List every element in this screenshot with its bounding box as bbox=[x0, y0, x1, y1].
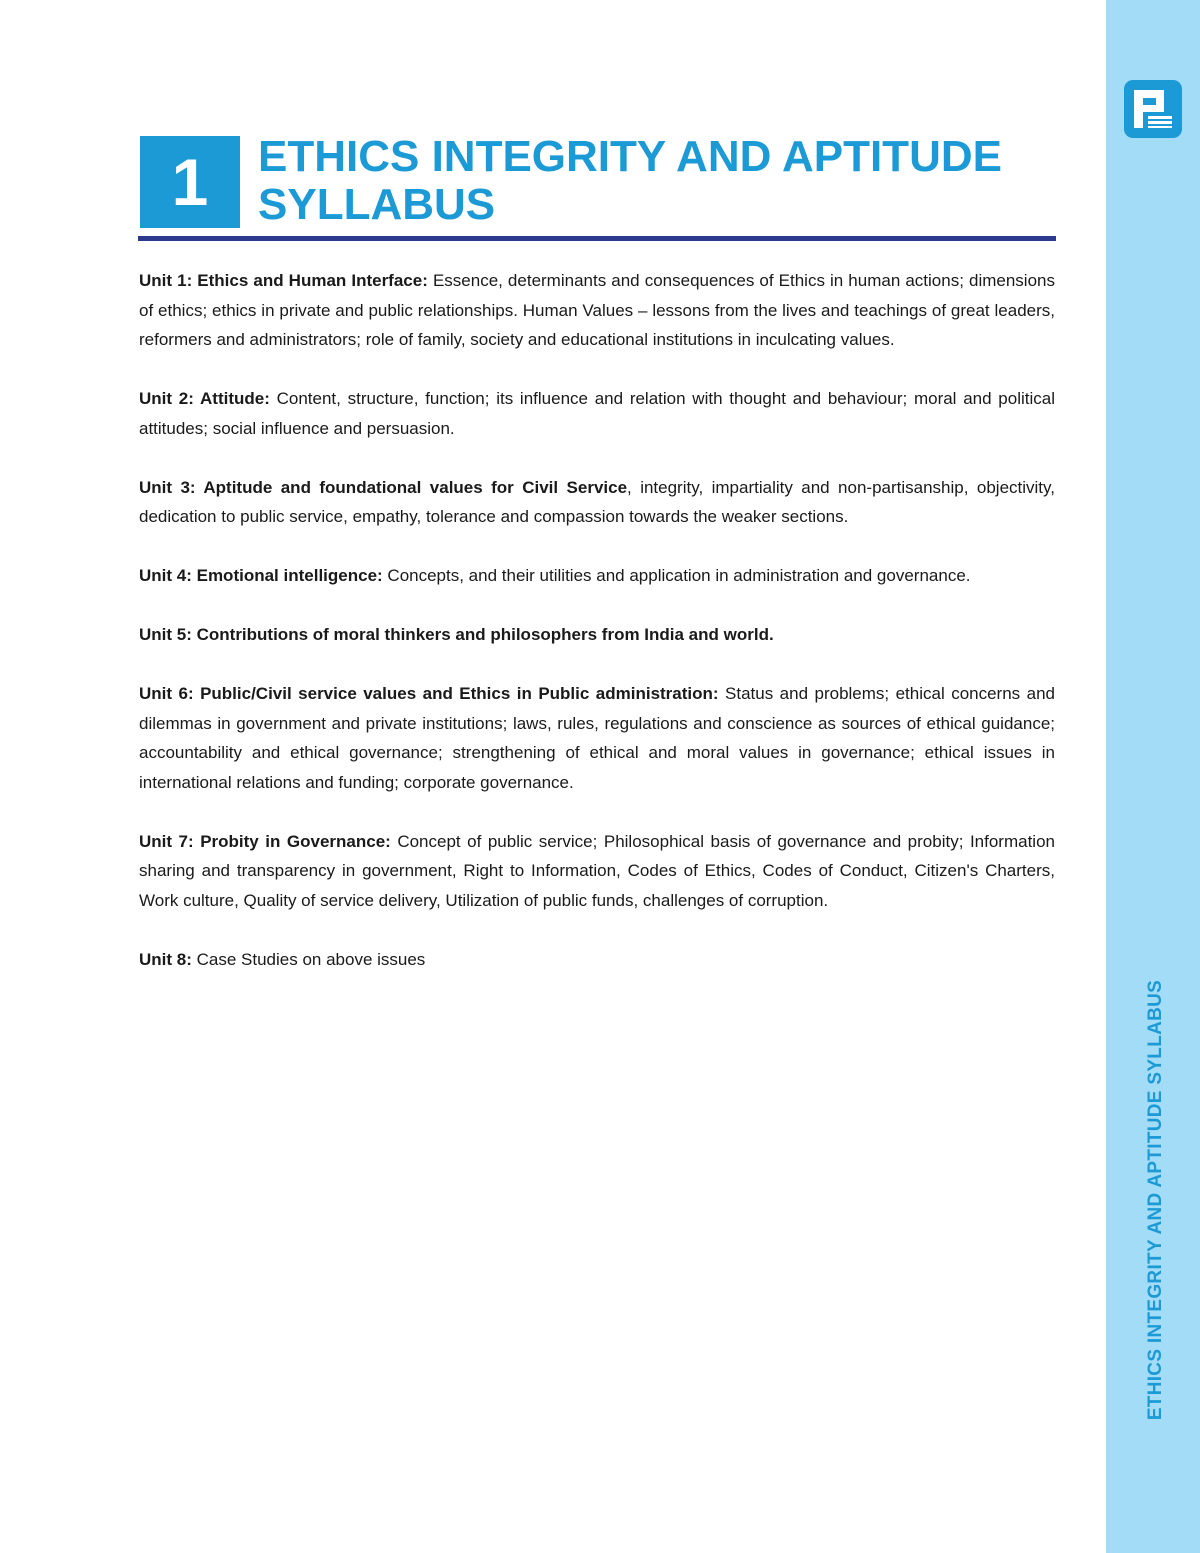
unit-2 bbox=[139, 384, 1055, 443]
unit-heading: Unit 5: Contributions of moral thinkers and philosophers from India and world. bbox=[139, 625, 774, 644]
unit-8 bbox=[139, 945, 1055, 975]
unit-heading: Unit 2: Attitude: bbox=[139, 389, 270, 408]
unit-heading: Unit 7: Probity in Governance: bbox=[139, 831, 391, 851]
chapter-title: ETHICS INTEGRITY AND APTITUDE SYLLABUS bbox=[258, 132, 1002, 229]
unit-body: Concepts, and their utilities and application in administration and governance. bbox=[382, 566, 971, 585]
p-letter-logo-icon bbox=[1124, 80, 1182, 138]
unit-body: Content, structure, function; its influence and relation with thought and behaviour; moral and political attitudes; social influence and persuasion. bbox=[139, 389, 1055, 438]
unit-5 bbox=[139, 620, 1055, 650]
unit-heading: Unit 4: Emotional intelligence: bbox=[139, 566, 383, 585]
unit-body: Concept of public service; Philosophical basis of governance and probity; Information sharing and transparency in government, Right to Information, Codes of Ethics, Codes of Conduct, Citizen's Charters, Work culture, Quality of service delivery, Utilization of public funds, challenges of corruption. bbox=[139, 831, 1055, 910]
unit-6 bbox=[139, 679, 1055, 797]
unit-7 bbox=[139, 827, 1055, 916]
unit-body: Status and problems; ethical concerns and dilemmas in government and private institutions; laws, rules, regulations and conscience as sources of ethical guidance; accountability and ethical governance; strengthening of ethical and moral values in governance; ethical issues in international relations and funding; corporate governance. bbox=[139, 684, 1055, 792]
unit-body: Case Studies on above issues bbox=[191, 949, 426, 969]
unit-body: Essence, determinants and consequences of Ethics in human actions; dimensions of ethics; ethics in private and public relationships. Human Values – lessons from the lives and teachings of great leaders, reformers and administrators; role of family, society and educational institutions in inculcating values. bbox=[139, 271, 1055, 349]
unit-heading: Unit 6: Public/Civil service values and Ethics in Public administration: bbox=[139, 684, 719, 703]
unit-heading: Unit 3: Aptitude and foundational values for Civil Service bbox=[139, 477, 628, 497]
unit-1 bbox=[139, 266, 1055, 355]
syllabus-content bbox=[139, 266, 1055, 1004]
unit-4 bbox=[139, 561, 1055, 591]
side-chapter-label: ETHICS INTEGRITY AND APTITUDE SYLLABUS bbox=[1145, 979, 1166, 1421]
chapter-number: 1 bbox=[140, 136, 240, 228]
unit-3 bbox=[139, 473, 1055, 532]
unit-body: , integrity, impartiality and non-partisanship, objectivity, dedication to public service, empathy, tolerance and compassion towards the weaker sections. bbox=[139, 477, 1055, 526]
unit-heading: Unit 1: Ethics and Human Interface: bbox=[139, 271, 428, 290]
title-divider bbox=[138, 236, 1056, 241]
unit-heading: Unit 8: bbox=[139, 949, 192, 969]
